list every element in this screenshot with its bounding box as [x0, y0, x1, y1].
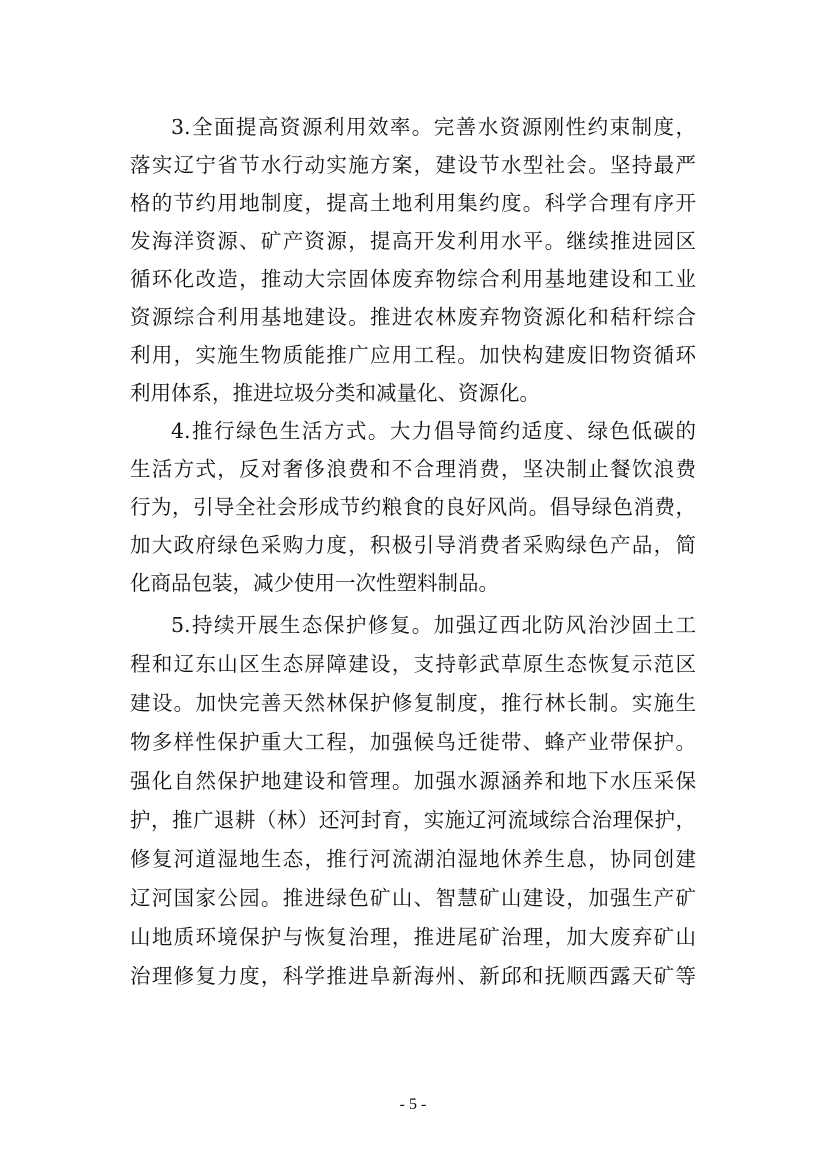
paragraph-2-line-1: 4.推行绿色生活方式。大力倡导简约适度、绿色低碳的 [171, 419, 696, 443]
paragraph-1-line-7: 利用，实施生物质能推广应用工程。加快构建废旧物资循环 [130, 343, 696, 367]
paragraph-2-line-4: 加大政府绿色采购力度，积极引导消费者采购绿色产品，简 [130, 533, 696, 557]
paragraph-2-line-5: 化商品包装，减少使用一次性塑料制品。 [130, 571, 499, 595]
paragraph-3-line-9: 山地质环境保护与恢复治理，推进尾矿治理，加大废弃矿山 [130, 925, 696, 949]
paragraph-1-line-2: 落实辽宁省节水行动实施方案，建设节水型社会。坚持最严 [130, 153, 696, 177]
paragraph-3-line-7: 修复河道湿地生态，推行河流湖泊湿地休养生息，协同创建 [130, 847, 696, 871]
paragraph-1-line-5: 循环化改造，推动大宗固体废弃物综合利用基地建设和工业 [130, 267, 696, 291]
paragraph-2-line-3: 行为，引导全社会形成节约粮食的良好风尚。倡导绿色消费， [130, 495, 696, 519]
paragraph-3-line-5: 强化自然保护地建设和管理。加强水源涵养和地下水压采保 [130, 769, 696, 793]
paragraph-3-line-2: 程和辽东山区生态屏障建设，支持彰武草原生态恢复示范区 [130, 652, 696, 676]
paragraph-1-line-4: 发海洋资源、矿产资源，提高开发利用水平。继续推进园区 [130, 229, 696, 253]
paragraph-3-line-6: 护，推广退耕（林）还河封育，实施辽河流域综合治理保护， [130, 808, 696, 832]
paragraph-3-line-3: 建设。加快完善天然林保护修复制度，推行林长制。实施生 [130, 691, 696, 715]
paragraph-3-line-1: 5.持续开展生态保护修复。加强辽西北防风治沙固土工 [171, 613, 696, 637]
paragraph-3-line-10: 治理修复力度，科学推进阜新海州、新邱和抚顺西露天矿等 [130, 964, 696, 988]
paragraph-3-line-8: 辽河国家公园。推进绿色矿山、智慧矿山建设，加强生产矿 [130, 886, 696, 910]
paragraph-1-line-3: 格的节约用地制度，提高土地利用集约度。科学合理有序开 [130, 191, 696, 215]
paragraph-2-line-2: 生活方式，反对奢侈浪费和不合理消费，坚决制止餐饮浪费 [130, 457, 696, 481]
page-number: - 5 - [399, 1096, 427, 1113]
paragraph-3-line-4: 物多样性保护重大工程，加强候鸟迁徙带、蜂产业带保护。 [130, 730, 696, 754]
paragraph-1-line-1: 3.全面提高资源利用效率。完善水资源刚性约束制度， [171, 115, 696, 139]
paragraph-1-line-6: 资源综合利用基地建设。推进农林废弃物资源化和秸秆综合 [130, 305, 696, 329]
paragraph-1-line-8: 利用体系，推进垃圾分类和减量化、资源化。 [130, 381, 540, 405]
